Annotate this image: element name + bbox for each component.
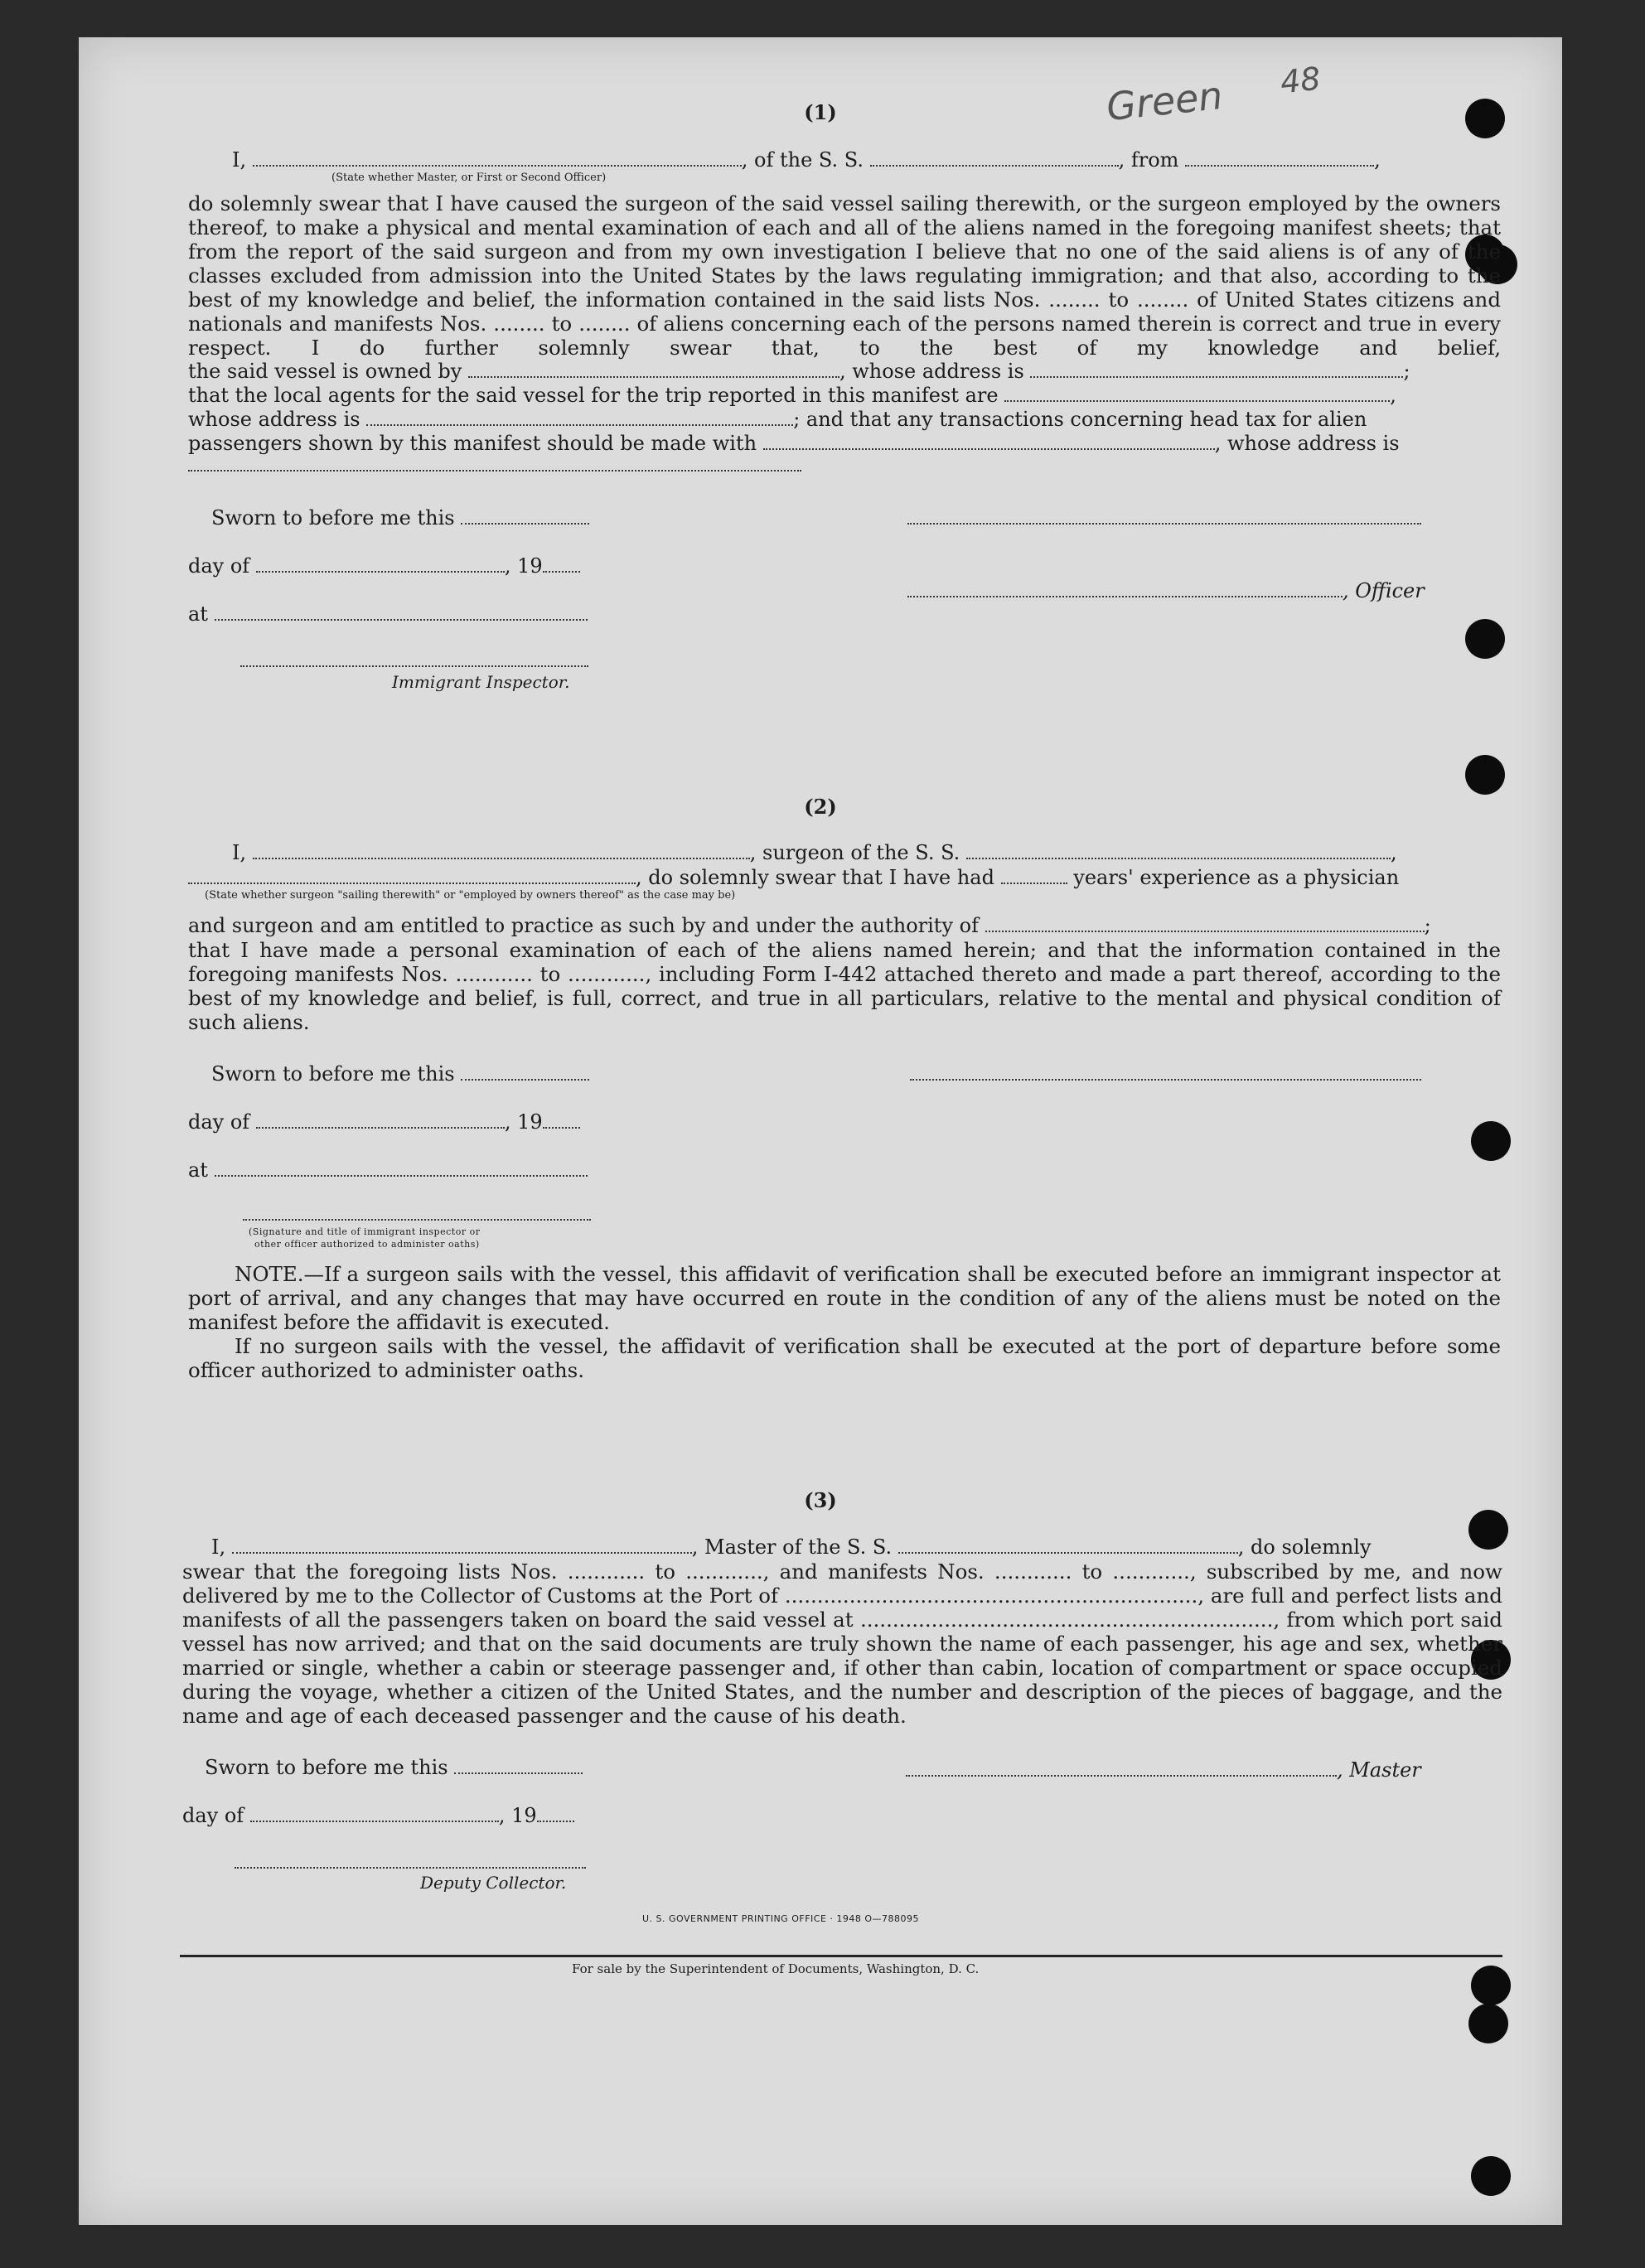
deputy-sig-line (235, 1867, 586, 1869)
deputy-label: Deputy Collector. (420, 1873, 567, 1893)
master-caption: (State whether Master, or First or Second Officer) (331, 172, 607, 184)
punch-hole (1471, 2156, 1511, 2196)
officer-line: , Officer (907, 579, 1425, 602)
signature-line-1 (907, 523, 1421, 525)
day-of-line-1: day of , 19 (188, 554, 580, 578)
inspector-label: Immigrant Inspector. (392, 672, 570, 692)
sworn-line-2: Sworn to before me this (211, 1062, 589, 1086)
note-1: NOTE.—If a surgeon sails with the vessel, this affidavit of verification shall be executed before an immigrant inspector at port of arrival, and any changes that may have occurred en route in the condition of any of the aliens must be noted on the manifest before the affidavit is executed. (188, 1262, 1501, 1334)
manifest-page (79, 37, 1562, 2225)
surgeon-caption: (State whether surgeon "sailing therewith" or "employed by owners thereof" as the case may be) (205, 889, 736, 902)
handwritten-name: Green (1104, 72, 1225, 130)
passengers-line: passengers shown by this manifest should be made with , whose address is (188, 432, 1400, 455)
punch-hole (1468, 2004, 1508, 2043)
note-2: If no surgeon sails with the vessel, the affidavit of verification shall be executed at the port of departure before some officer authorized to administer oaths. (188, 1334, 1501, 1382)
day-of-line-2: day of , 19 (188, 1110, 580, 1134)
administer-sig-line (243, 1219, 591, 1221)
section-3-line1: I, , Master of the S. S. , do solemnly (211, 1535, 1372, 1559)
sale-notice: For sale by the Superintendent of Documents, Washington, D. C. (572, 1961, 980, 1976)
section-1-paragraph: do solemnly swear that I have caused the surgeon of the said vessel sailing therewith, or the surgeon employed by the owners thereof, to make a physical and mental examination of each and all of the aliens named in the foregoing manifest sheets; that from the report of the said surgeon and from my own investigation I believe that no one of the said aliens is of any of the classes excluded from admission into the United States by the laws regulating immigration; and that also, according to the best of my knowledge and belief, the information contained in the said lists Nos. ........ to ........ of United States citizens and nationals and manifests Nos. ........ to ........ of aliens concerning each of the persons named therein is correct and true in every respect. I do further solemnly swear that, to the best of my knowledge and belief, (188, 191, 1501, 360)
address-continuation-line (188, 470, 801, 471)
signature-line-2 (910, 1079, 1421, 1081)
section-1-line1: I, , of the S. S. , from , (232, 148, 1381, 172)
handwritten-number: 48 (1278, 60, 1323, 101)
local-agents-line: that the local agents for the said vessel for the trip reported in this manifest are , (188, 384, 1396, 407)
section-2-number: (2) (804, 795, 837, 819)
section-2-line1: I, , surgeon of the S. S. , (232, 841, 1397, 864)
punch-hole (1465, 755, 1505, 795)
punch-hole (1465, 619, 1505, 659)
inspector-sig-line (240, 665, 588, 667)
section-3-paragraph: swear that the foregoing lists Nos. ............ to ............, and manifests Nos. ............ to ............, subscribed by me, and now delivered by me to the Collector of Customs at the Port of ................................................................, are full and perfect lists and manifests of all the passengers taken on board the said vessel at ................................................................, from which port said vessel has now arrived; and that on the said documents are truly shown the name of each passenger, his age and sex, whether married or single, whether a cabin or steerage passenger and, if other than cabin, location of compartment or space occupied during the voyage, whether a citizen of the United States, and the number and description of the pieces of baggage, and the name and age of each deceased passenger and the cause of his death. (182, 1560, 1502, 1728)
authority-line: and surgeon and am entitled to practice as such by and under the authority of ; (188, 914, 1431, 937)
section-1-number: (1) (804, 100, 837, 124)
printing-office: U. S. GOVERNMENT PRINTING OFFICE · 1948 O—788095 (642, 1913, 920, 1924)
at-line-1: at (188, 602, 588, 626)
sworn-line-3: Sworn to before me this (205, 1756, 583, 1779)
master-sig-line: , Master (906, 1758, 1421, 1782)
punch-hole (1471, 1121, 1511, 1161)
sig-caption-1: (Signature and title of immigrant inspector or (249, 1226, 481, 1237)
punch-hole (1471, 1966, 1511, 2005)
section-2-paragraph: that I have made a personal examination of each of the aliens named herein; and that the information contained in the foregoing manifests Nos. ............ to ............, including Form I-442 attached thereto and made a part thereof, according to the best of my knowledge and belief, is full, correct, and true in all particulars, relative to the mental and physical condition of such aliens. (188, 938, 1501, 1034)
section-3-number: (3) (804, 1488, 837, 1512)
sig-caption-2: other officer authorized to administer oaths) (254, 1239, 480, 1250)
whose-address-line: whose address is ; and that any transactions concerning head tax for alien (188, 408, 1367, 431)
owned-by-line: the said vessel is owned by , whose address is ; (188, 360, 1410, 383)
section-2-line2: , do solemnly swear that I have had years' experience as a physician (188, 866, 1399, 889)
footer-rule (180, 1955, 1502, 1957)
at-line-2: at (188, 1158, 588, 1182)
sworn-line-1: Sworn to before me this (211, 506, 589, 530)
day-of-line-3: day of , 19 (182, 1804, 574, 1827)
punch-hole (1468, 1510, 1508, 1550)
